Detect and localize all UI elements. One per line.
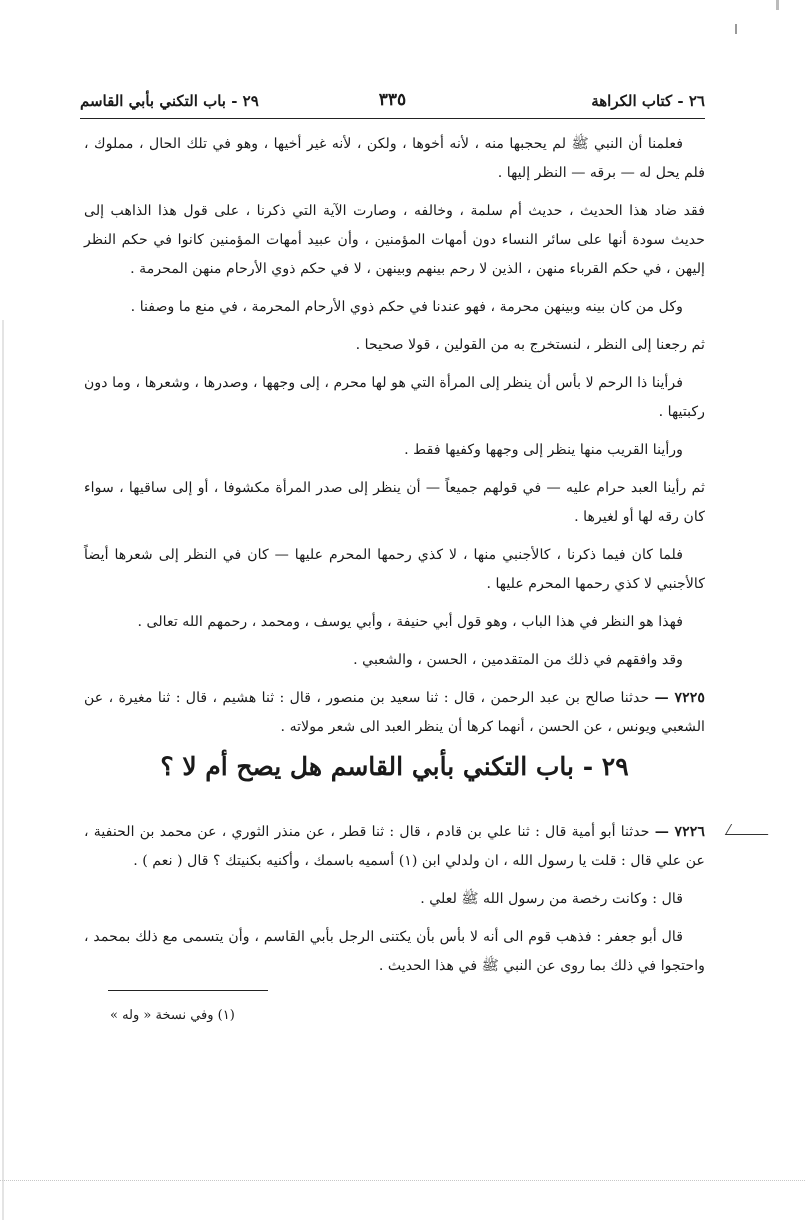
scan-mark bbox=[735, 24, 737, 34]
paragraph: فعلمنا أن النبي ﷺ لم يحجبها منه ، لأنه أخوها ، ولكن ، لأنه غير أخيها ، وهو في تلك الحال ، مملوك ، فلم يحل له — برقه — النظر إليها . bbox=[84, 136, 705, 181]
footnote-separator bbox=[108, 990, 268, 991]
scan-edge-mark bbox=[776, 0, 779, 10]
body-text-bottom bbox=[84, 818, 705, 990]
scan-left-edge bbox=[2, 320, 4, 1220]
margin-pen-mark bbox=[725, 824, 774, 835]
paragraph: قال : وكانت رخصة من رسول الله ﷺ لعلي . bbox=[420, 891, 683, 907]
paragraph: فهذا هو النظر في هذا الباب ، وهو قول أبي حنيفة ، وأبي يوسف ، ومحمد ، رحمهم الله تعالى . bbox=[137, 614, 683, 630]
scan-bottom-edge bbox=[0, 1180, 805, 1181]
hadith-number: ٧٢٢٥ — bbox=[654, 690, 705, 706]
paragraph: ثم رأينا العبد حرام عليه — في قولهم جميعاً — أن ينظر إلى صدر المرأة مكشوفا ، أو إلى ساقيها ، سواء كان رقه لها أو لغيرها . bbox=[84, 480, 705, 525]
hadith-number: ٧٢٢٦ — bbox=[654, 824, 705, 840]
hadith-7226 bbox=[84, 818, 705, 876]
paragraph: وقد وافقهم في ذلك من المتقدمين ، الحسن ، والشعبي . bbox=[353, 652, 683, 668]
hadith-text: حدثنا أبو أمية قال : ثنا علي بن قادم ، قال : ثنا قطر ، عن منذر الثوري ، عن محمد بن الحنفية ، عن علي قال : قلت يا رسول الله ، ان ولدلي ابن (١) أسميه باسمك ، وأكنيه بكنيتك ؟ قال ( نعم ) . bbox=[84, 824, 705, 869]
header-book-title: ٢٦ - كتاب الكراهة bbox=[591, 92, 705, 110]
header-chapter-title: ٢٩ - باب التكني بأبي القاسم bbox=[80, 92, 259, 110]
paragraph: قال أبو جعفر : فذهب قوم الى أنه لا بأس بأن يكتنى الرجل بأبي القاسم ، وأن يتسمى مع ذلك بمحمد ، واحتجوا في ذلك بما روى عن النبي ﷺ في هذا الحديث . bbox=[84, 929, 705, 974]
hadith-text: حدثنا صالح بن عبد الرحمن ، قال : ثنا سعيد بن منصور ، قال : ثنا هشيم ، قال : ثنا مغيرة ، عن الشعبي ويونس ، عن الحسن ، أنهما كرها أن ينظر العبد الى شعر مولاته . bbox=[84, 690, 705, 735]
paragraph: فقد ضاد هذا الحديث ، حديث أم سلمة ، وخالفه ، وصارت الآية التي ذكرنا ، على قول هذا الذاهب إلى حديث سودة أنها على سائر النساء دون أمهات المؤمنين ، وأن عبيد أمهات المؤمنين كانوا في حكم النظر إليهن ، في حكم القرباء منهن ، الذين لا رحم بينهم وبينهن ، لا في حكم ذوي الأرحام منهن المحرمة . bbox=[84, 203, 705, 277]
paragraph: فلما كان فيما ذكرنا ، كالأجنبي منها ، لا كذي رحمها المحرم عليها — كان في النظر إلى شعرها أيضاً كالأجنبي لا كذي رحمها المحرم عليها . bbox=[84, 547, 705, 592]
paragraph: فرأينا ذا الرحم لا بأس أن ينظر إلى المرأة التي هو لها محرم ، إلى وجهها ، وصدرها ، وشعرها ، وما دون ركبتيها . bbox=[84, 375, 705, 420]
paragraph: ورأينا القريب منها ينظر إلى وجهها وكفيها فقط . bbox=[404, 442, 683, 458]
body-text-top bbox=[84, 130, 705, 751]
paragraph: ثم رجعنا إلى النظر ، لنستخرج به من القولين ، قولا صحيحا . bbox=[355, 337, 705, 353]
footnote: (١) وفي نسخة « وله » bbox=[110, 1008, 235, 1023]
page-number: ٣٣٥ bbox=[378, 90, 407, 110]
running-header bbox=[80, 88, 705, 119]
paragraph: وكل من كان بينه وبينهن محرمة ، فهو عندنا في حكم ذوي الأرحام المحرمة ، في منع ما وصفنا . bbox=[130, 299, 683, 315]
hadith-7225 bbox=[84, 684, 705, 742]
chapter-heading: ٢٩ - باب التكني بأبي القاسم هل يصح أم لا ؟ bbox=[160, 752, 629, 781]
